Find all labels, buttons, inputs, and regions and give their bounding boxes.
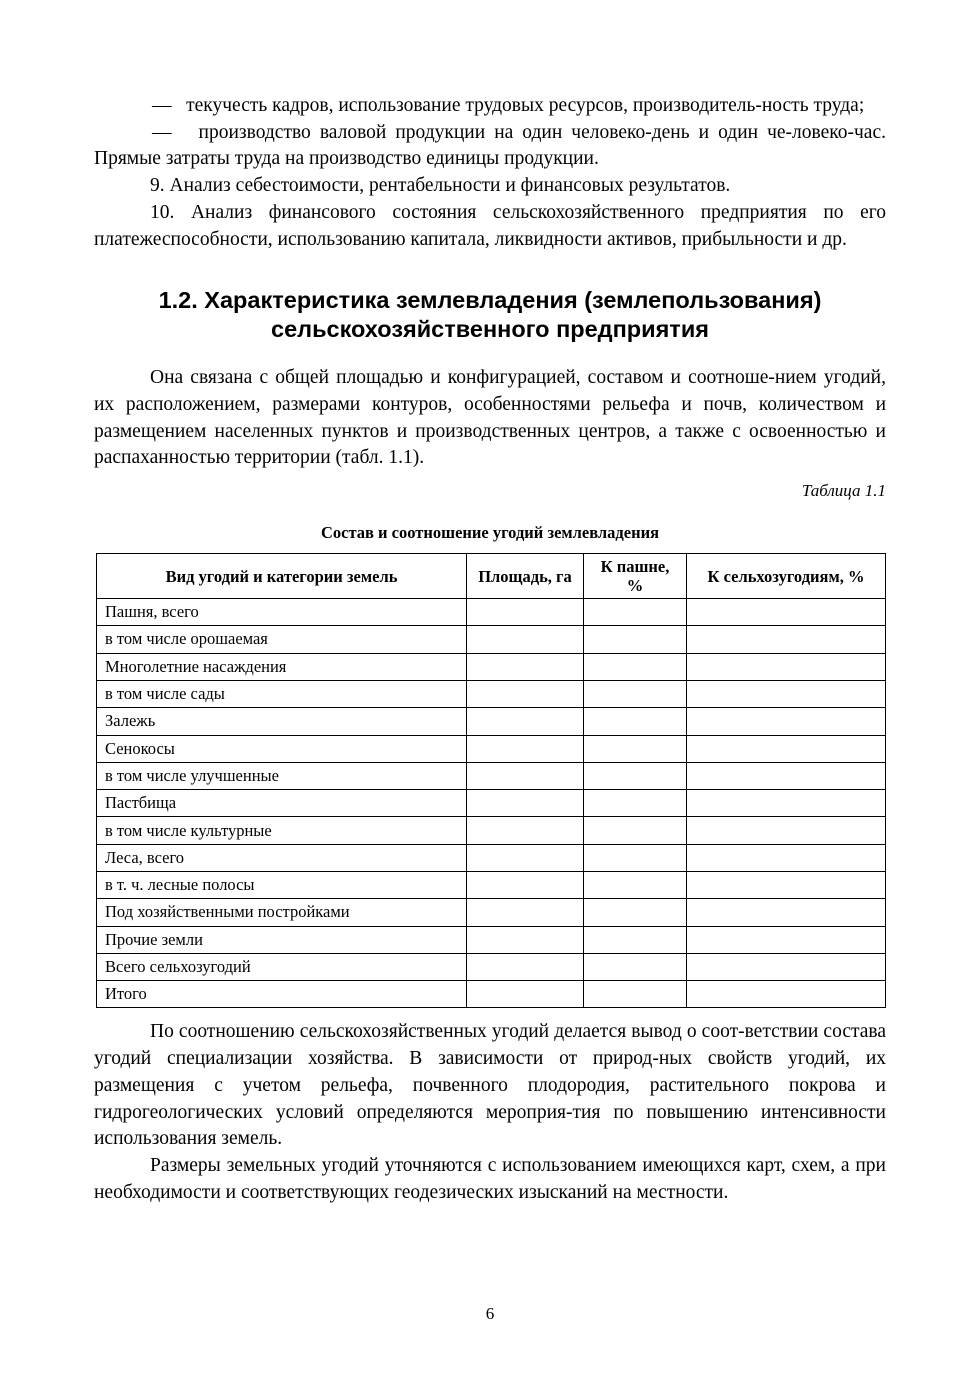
land-composition-table xyxy=(96,553,886,1008)
area-cell xyxy=(467,735,584,762)
conclusion-paragraph-1: По соотношению сельскохозяйственных угодий делается вывод о соот-ветствии состава угодий специализации хозяйства. В зависимости от природ-ных свойств угодий, их размещения с учетом рельефа, почвенного плодородия, растительного покрова и гидрогеологических условий определяются мероприя-тия по повышению интенсивности использования земель. xyxy=(94,1021,886,1150)
table-row xyxy=(97,981,886,1008)
table-row xyxy=(97,817,886,844)
to-arable-cell xyxy=(584,981,687,1008)
to-agricultural-cell xyxy=(687,953,886,980)
area-cell xyxy=(467,981,584,1008)
table-row xyxy=(97,790,886,817)
intro-item-2: — производство валовой продукции на один человеко-день и один че-ловеко-час. Прямые затраты труда на производство единицы продукции. xyxy=(94,121,886,170)
to-agricultural-cell xyxy=(687,762,886,789)
area-cell xyxy=(467,708,584,735)
section-paragraph: Она связана с общей площадью и конфигурацией, составом и соотноше-нием угодий, их расположением, размерами контуров, особенностями рельефа и почв, количеством и размещением населенных пунктов и производственных центров, а также с освоенностью и распаханностью территории (табл. 1.1). xyxy=(94,367,886,469)
land-type-cell: Итого xyxy=(97,981,467,1008)
to-arable-cell xyxy=(584,899,687,926)
header-area: Площадь, га xyxy=(467,554,584,599)
to-agricultural-cell xyxy=(687,872,886,899)
table-row xyxy=(97,872,886,899)
to-arable-cell xyxy=(584,790,687,817)
to-arable-cell xyxy=(584,953,687,980)
to-agricultural-cell xyxy=(687,817,886,844)
table-row xyxy=(97,735,886,762)
land-type-cell: Прочие земли xyxy=(97,926,467,953)
to-arable-cell xyxy=(584,599,687,626)
intro-item-1: — текучесть кадров, использование трудовых ресурсов, производитель-ность труда; xyxy=(152,95,865,116)
table-row xyxy=(97,653,886,680)
to-agricultural-cell xyxy=(687,680,886,707)
table-row xyxy=(97,953,886,980)
to-arable-cell xyxy=(584,708,687,735)
intro-item-4: 10. Анализ финансового состояния сельскохозяйственного предприятия по его платежеспособности, использованию капитала, ликвидности активов, прибыльности и др. xyxy=(94,201,886,250)
area-cell xyxy=(467,790,584,817)
intro-item-3: 9. Анализ себестоимости, рентабельности и финансовых результатов. xyxy=(150,175,731,197)
to-arable-cell xyxy=(584,735,687,762)
to-agricultural-cell xyxy=(687,844,886,871)
area-cell xyxy=(467,817,584,844)
table-body xyxy=(97,599,886,1008)
document-page xyxy=(94,93,886,1206)
table-number: Таблица 1.1 xyxy=(801,481,886,501)
to-arable-cell xyxy=(584,680,687,707)
to-agricultural-cell xyxy=(687,653,886,680)
section-heading xyxy=(94,286,886,343)
land-type-cell: Залежь xyxy=(97,708,467,735)
to-arable-cell xyxy=(584,817,687,844)
to-agricultural-cell xyxy=(687,599,886,626)
header-to-arable: К пашне, % xyxy=(584,554,687,599)
header-to-agricultural: К сельхозугодиям, % xyxy=(687,554,886,599)
area-cell xyxy=(467,844,584,871)
area-cell xyxy=(467,680,584,707)
land-type-cell: в том числе сады xyxy=(97,680,467,707)
header-land-type: Вид угодий и категории земель xyxy=(97,554,467,599)
land-type-cell: в том числе улучшенные xyxy=(97,762,467,789)
to-agricultural-cell xyxy=(687,708,886,735)
area-cell xyxy=(467,953,584,980)
section-heading-line-1: 1.2. Характеристика землевладения (землепользования) xyxy=(158,287,822,314)
section-heading-line-2: сельскохозяйственного предприятия xyxy=(271,315,709,342)
area-cell xyxy=(467,599,584,626)
land-type-cell: Леса, всего xyxy=(97,844,467,871)
table-row xyxy=(97,680,886,707)
table-row xyxy=(97,762,886,789)
table-row xyxy=(97,626,886,653)
to-agricultural-cell xyxy=(687,735,886,762)
table-row xyxy=(97,844,886,871)
to-agricultural-cell xyxy=(687,981,886,1008)
land-type-cell: в т. ч. лесные полосы xyxy=(97,872,467,899)
to-arable-cell xyxy=(584,844,687,871)
area-cell xyxy=(467,762,584,789)
conclusion-paragraph-2: Размеры земельных угодий уточняются с использованием имеющихся карт, схем, а при необходимости и соответствующих геодезических изысканий на местности. xyxy=(94,1155,886,1203)
land-type-cell: Сенокосы xyxy=(97,735,467,762)
to-agricultural-cell xyxy=(687,790,886,817)
to-arable-cell xyxy=(584,762,687,789)
page-number: 6 xyxy=(485,1304,495,1323)
table-row xyxy=(97,926,886,953)
to-agricultural-cell xyxy=(687,899,886,926)
to-arable-cell xyxy=(584,626,687,653)
land-type-cell: в том числе орошаемая xyxy=(97,626,467,653)
land-type-cell: в том числе культурные xyxy=(97,817,467,844)
area-cell xyxy=(467,926,584,953)
table-header-row xyxy=(97,554,886,599)
to-arable-cell xyxy=(584,872,687,899)
land-type-cell: Под хозяйственными постройками xyxy=(97,899,467,926)
to-agricultural-cell xyxy=(687,626,886,653)
area-cell xyxy=(467,626,584,653)
land-type-cell: Пашня, всего xyxy=(97,599,467,626)
land-type-cell: Пастбища xyxy=(97,790,467,817)
area-cell xyxy=(467,872,584,899)
table-row xyxy=(97,899,886,926)
table-caption: Состав и соотношение угодий землевладения xyxy=(320,523,660,543)
table-row xyxy=(97,599,886,626)
to-agricultural-cell xyxy=(687,926,886,953)
land-type-cell: Всего сельхозугодий xyxy=(97,953,467,980)
area-cell xyxy=(467,653,584,680)
table-row xyxy=(97,708,886,735)
area-cell xyxy=(467,899,584,926)
to-arable-cell xyxy=(584,926,687,953)
land-type-cell: Многолетние насаждения xyxy=(97,653,467,680)
to-arable-cell xyxy=(584,653,687,680)
